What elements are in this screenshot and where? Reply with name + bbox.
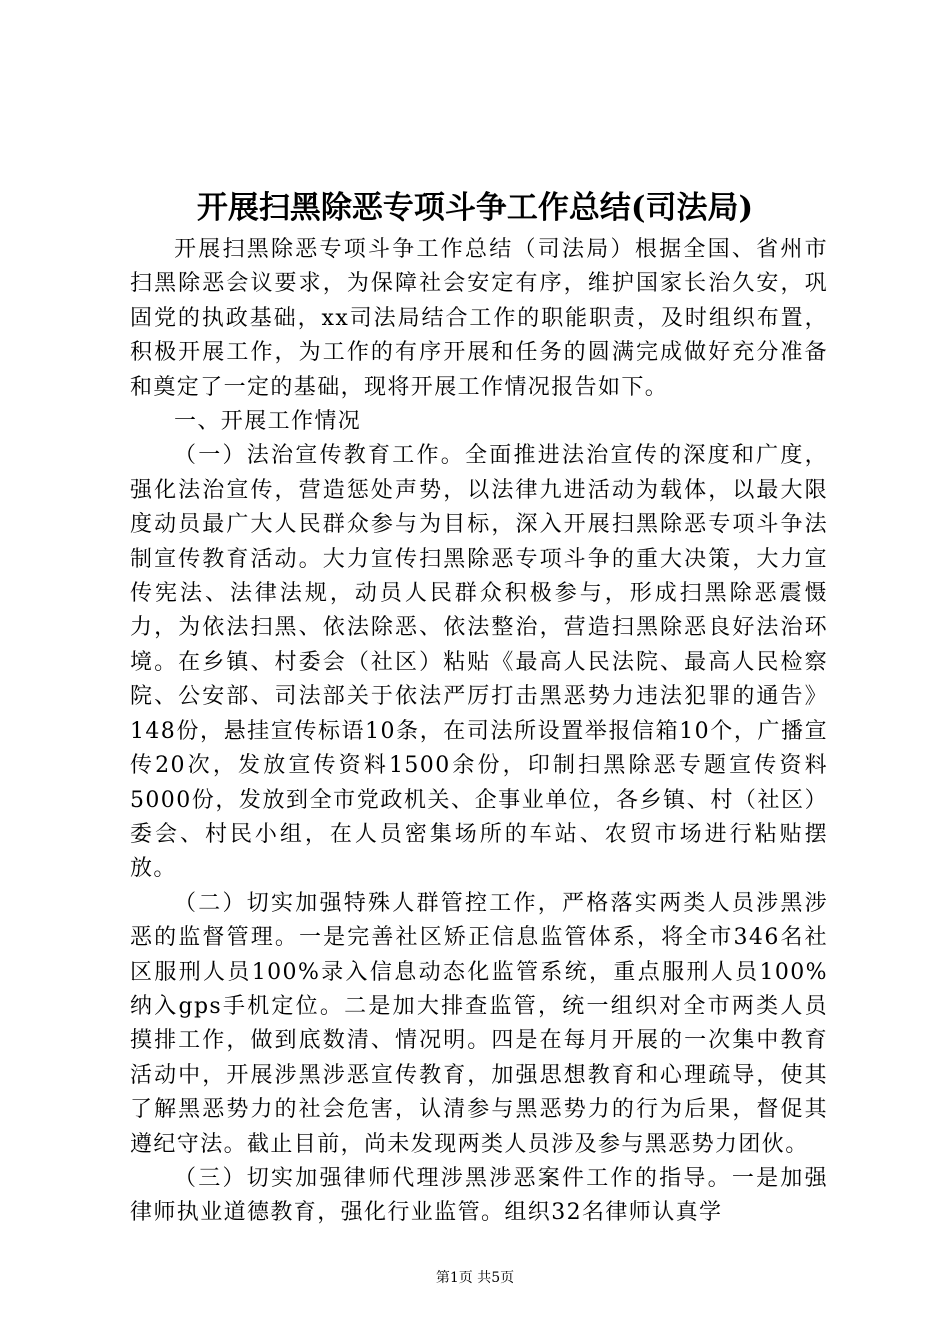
document-body xyxy=(130,233,828,1231)
paragraph-section-3: （三）切实加强律师代理涉黑涉恶案件工作的指导。一是加强律师执业道德教育，强化行业监管。组织32名律师认真学 xyxy=(130,1165,828,1226)
page-footer: 第1页 共5页 xyxy=(435,1270,515,1286)
paragraph-intro: 开展扫黑除恶专项斗争工作总结（司法局）根据全国、省州市扫黑除恶会议要求，为保障社会安定有序，维护国家长治久安，巩固党的执政基础，xx司法局结合工作的职能职责，及时组织布置，积极开展工作，为工作的有序开展和任务的圆满完成做好充分准备和奠定了一定的基础，现将开展工作情况报告如下。 xyxy=(130,237,828,400)
section-heading: 一、开展工作情况 xyxy=(174,409,362,435)
paragraph-section-2: （二）切实加强特殊人群管控工作，严格落实两类人员涉黑涉恶的监督管理。一是完善社区矫正信息监管体系，将全市346名社区服刑人员100%录入信息动态化监管系统，重点服刑人员100%纳入gps手机定位。二是加大排查监管，统一组织对全市两类人员摸排工作，做到底数清、情况明。四是在每月开展的一次集中教育活动中，开展涉黑涉恶宣传教育，加强思想教育和心理疏导，使其了解黑恶势力的社会危害，认清参与黑恶势力的行为后果，督促其遵纪守法。截止目前，尚未发现两类人员涉及参与黑恶势力团伙。 xyxy=(130,890,828,1157)
document-title: 开展扫黑除恶专项斗争工作总结(司法局) xyxy=(196,190,754,226)
paragraph-section-1: （一）法治宣传教育工作。全面推进法治宣传的深度和广度，强化法治宣传，营造惩处声势，以法律九进活动为载体，以最大限度动员最广大人民群众参与为目标，深入开展扫黑除恶专项斗争法制宣传教育活动。大力宣传扫黑除恶专项斗争的重大决策，大力宣传宪法、法律法规，动员人民群众积极参与，形成扫黑除恶震慑力，为依法扫黑、依法除恶、依法整治，营造扫黑除恶良好法治环境。在乡镇、村委会（社区）粘贴《最高人民法院、最高人民检察院、公安部、司法部关于依法严厉打击黑恶势力违法犯罪的通告》148份，悬挂宣传标语10条，在司法所设置举报信箱10个，广播宣传20次，发放宣传资料1500余份，印制扫黑除恶专题宣传资料5000份，发放到全市党政机关、企事业单位，各乡镇、村（社区）委会、村民小组，在人员密集场所的车站、农贸市场进行粘贴摆放。 xyxy=(130,443,828,882)
